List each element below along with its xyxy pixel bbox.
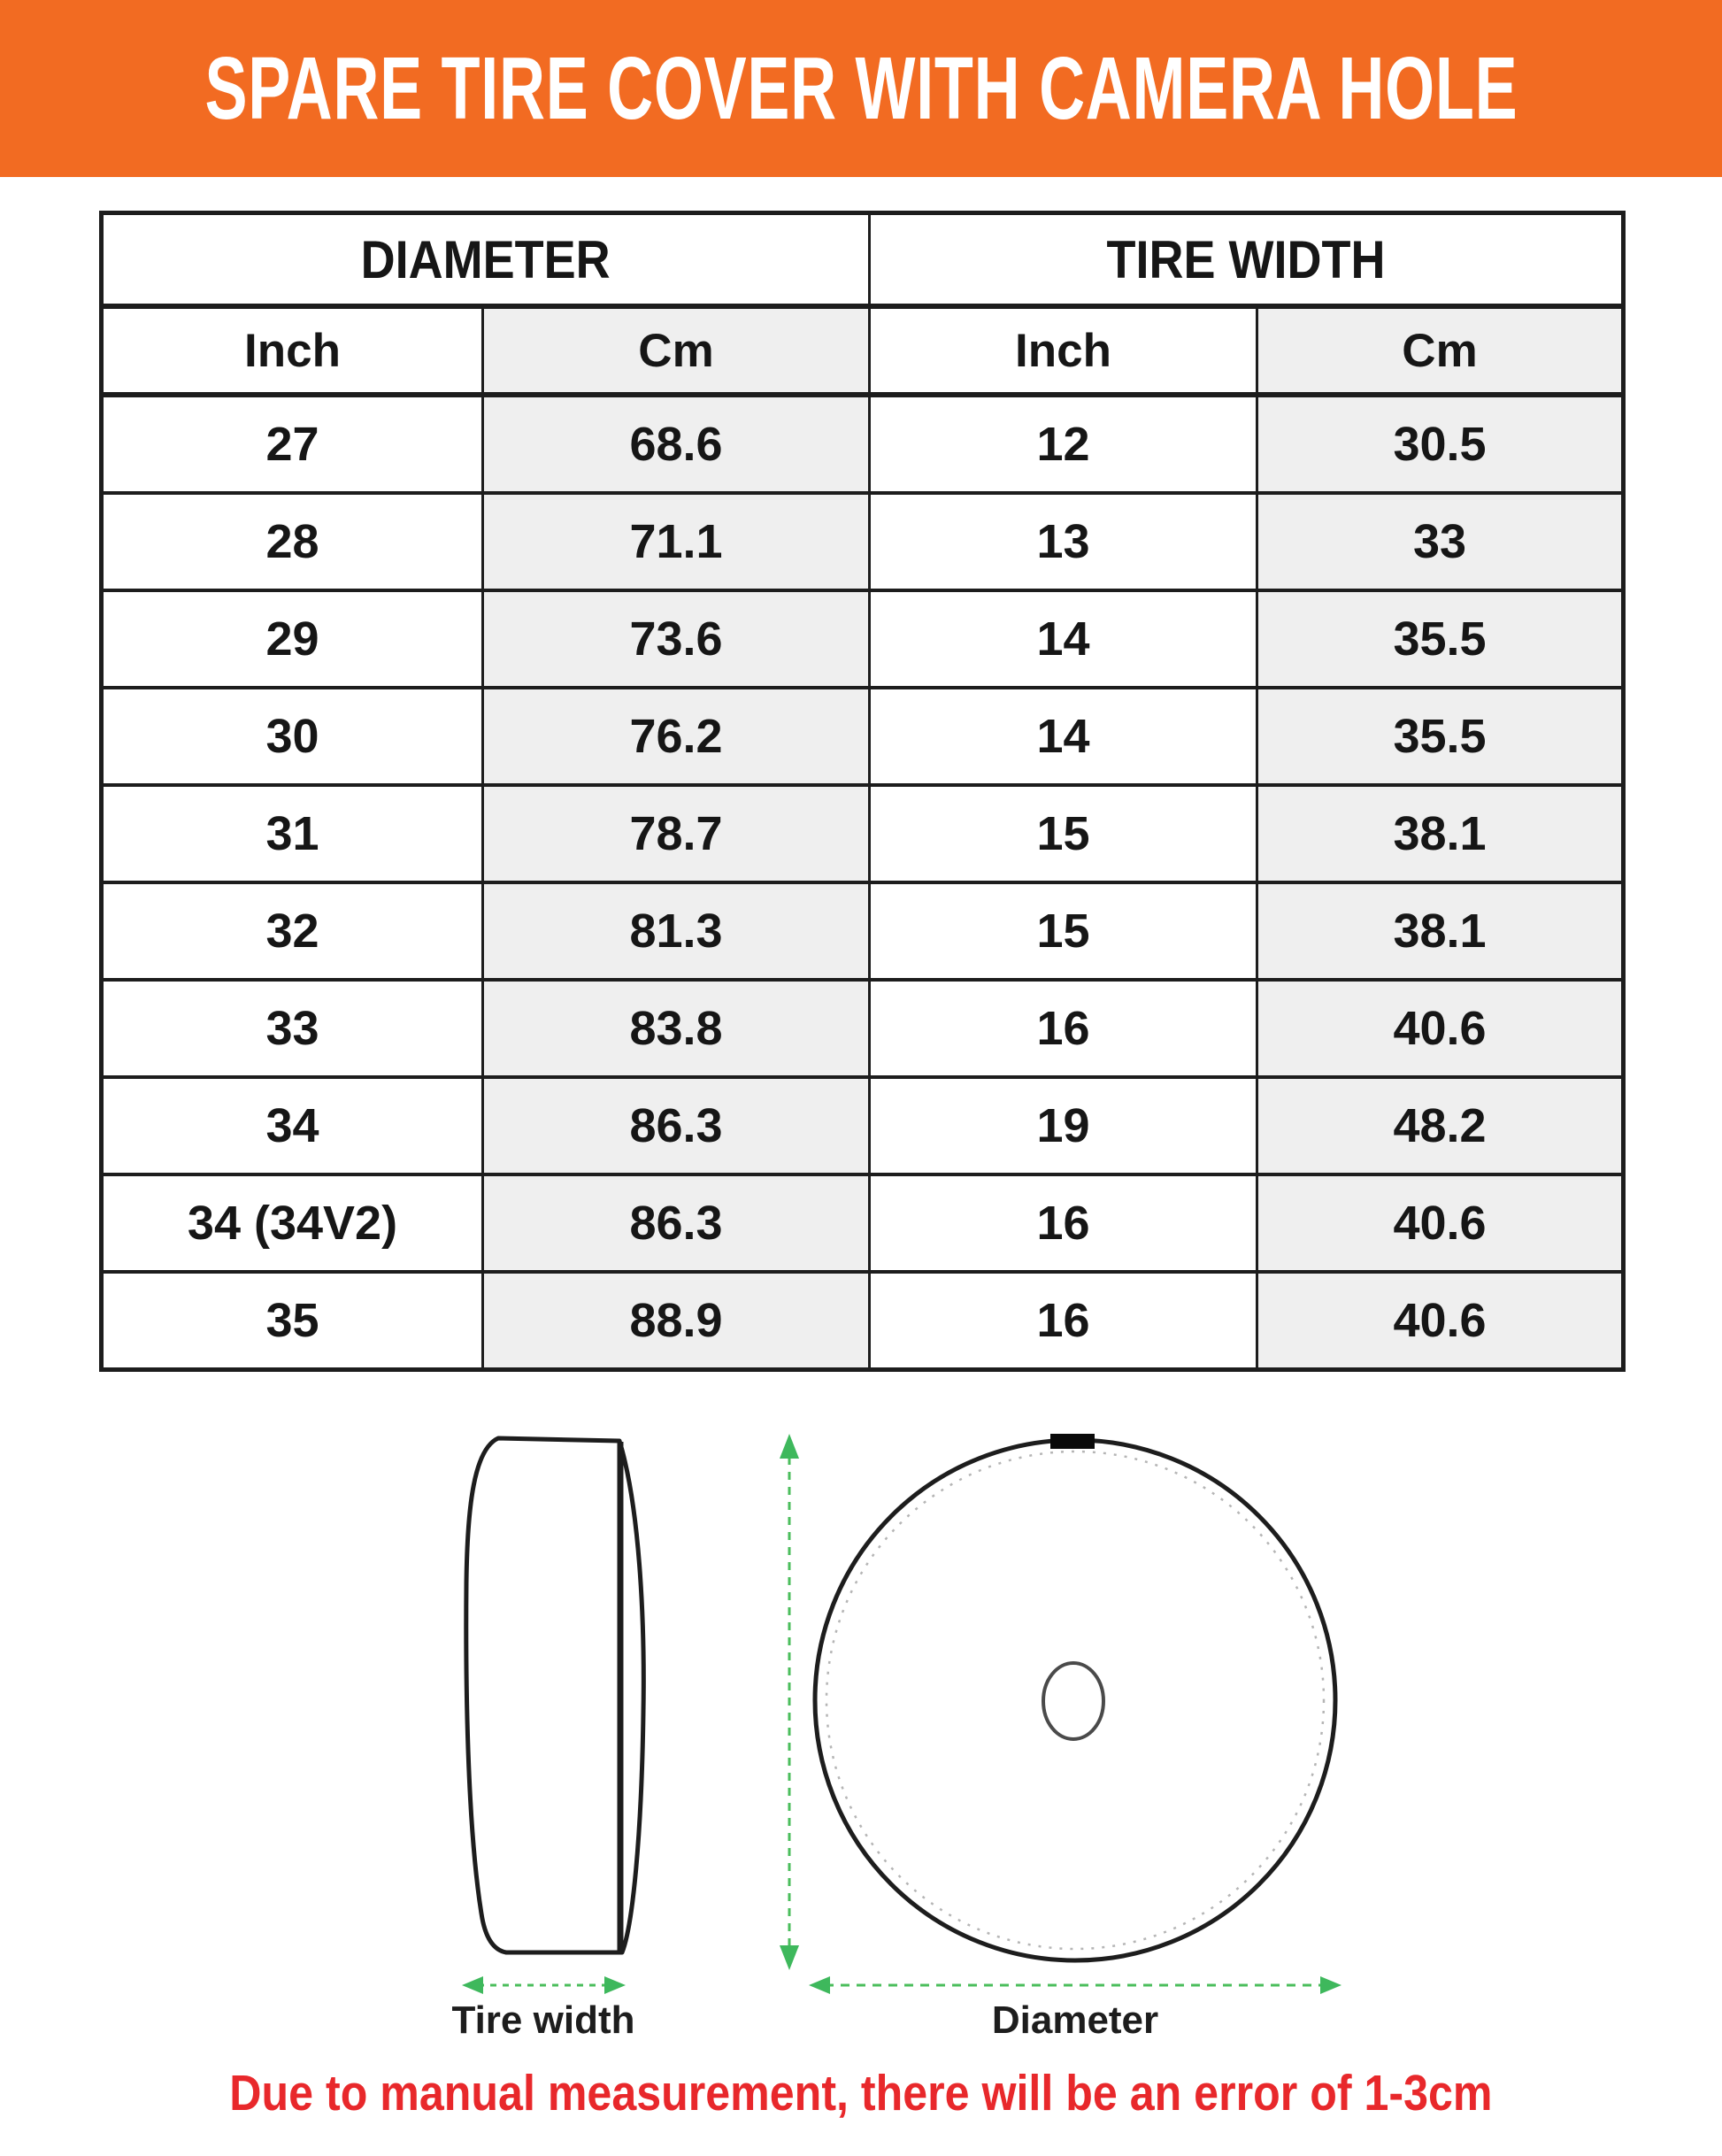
width-cm-value: 35.5 xyxy=(1257,590,1624,688)
table-row xyxy=(102,1174,1624,1272)
table-row xyxy=(102,882,1624,980)
width-inch-value: 16 xyxy=(870,1272,1257,1370)
diameter-inch-value: 30 xyxy=(102,688,483,785)
width-cm-value: 35.5 xyxy=(1257,688,1624,785)
diameter-cm-value: 81.3 xyxy=(483,882,870,980)
diameter-cm-value: 86.3 xyxy=(483,1174,870,1272)
table-row xyxy=(102,395,1624,493)
diameter-cm-value: 88.9 xyxy=(483,1272,870,1370)
diameter-inch-header: Inch xyxy=(102,306,483,395)
width-inch-value: 16 xyxy=(870,1174,1257,1272)
width-inch-value: 12 xyxy=(870,395,1257,493)
diameter-inch-value: 33 xyxy=(102,980,483,1077)
width-cm-value: 33 xyxy=(1257,493,1624,590)
diameter-cm-value: 83.8 xyxy=(483,980,870,1077)
table-row xyxy=(102,590,1624,688)
width-cm-value: 38.1 xyxy=(1257,785,1624,882)
diameter-cm-header: Cm xyxy=(483,306,870,395)
width-cm-value: 40.6 xyxy=(1257,1272,1624,1370)
measurement-disclaimer: Due to manual measurement, there will be an error of 1-3cm xyxy=(229,2065,1493,2121)
diameter-cm-value: 71.1 xyxy=(483,493,870,590)
table-row xyxy=(102,980,1624,1077)
diameter-inch-value: 31 xyxy=(102,785,483,882)
table-row xyxy=(102,1272,1624,1370)
table-row xyxy=(102,688,1624,785)
diameter-cm-value: 78.7 xyxy=(483,785,870,882)
strap-marker xyxy=(1050,1434,1095,1449)
camera-hole xyxy=(1043,1663,1103,1739)
diameter-group-header: DIAMETER xyxy=(102,213,870,307)
diameter-cm-value: 76.2 xyxy=(483,688,870,785)
table-row xyxy=(102,493,1624,590)
tire-width-arrow xyxy=(462,1976,626,1994)
width-inch-value: 14 xyxy=(870,688,1257,785)
tire-diagram xyxy=(0,1398,1722,2036)
diameter-inch-value: 28 xyxy=(102,493,483,590)
width-inch-header: Inch xyxy=(870,306,1257,395)
table-row xyxy=(102,1077,1624,1174)
tire-width-group-header: TIRE WIDTH xyxy=(870,213,1624,307)
tire-side-view xyxy=(466,1438,644,1952)
width-cm-value: 40.6 xyxy=(1257,1174,1624,1272)
diameter-inch-value: 34 (34V2) xyxy=(102,1174,483,1272)
width-inch-value: 15 xyxy=(870,882,1257,980)
group-header-row xyxy=(102,213,1624,307)
width-cm-value: 48.2 xyxy=(1257,1077,1624,1174)
width-inch-value: 16 xyxy=(870,980,1257,1077)
diameter-inch-value: 32 xyxy=(102,882,483,980)
tire-front-view xyxy=(815,1434,1335,1960)
table-row xyxy=(102,785,1624,882)
width-inch-value: 15 xyxy=(870,785,1257,882)
width-inch-value: 19 xyxy=(870,1077,1257,1174)
width-inch-value: 14 xyxy=(870,590,1257,688)
width-cm-value: 38.1 xyxy=(1257,882,1624,980)
width-cm-value: 40.6 xyxy=(1257,980,1624,1077)
diameter-cm-value: 68.6 xyxy=(483,395,870,493)
width-inch-value: 13 xyxy=(870,493,1257,590)
vertical-measure-arrow xyxy=(780,1434,799,1970)
diameter-inch-value: 29 xyxy=(102,590,483,688)
size-table xyxy=(99,211,1626,1372)
diameter-inch-value: 34 xyxy=(102,1077,483,1174)
diameter-inch-value: 35 xyxy=(102,1272,483,1370)
diameter-cm-value: 73.6 xyxy=(483,590,870,688)
width-cm-header: Cm xyxy=(1257,306,1624,395)
diameter-inch-value: 27 xyxy=(102,395,483,493)
diameter-cm-value: 86.3 xyxy=(483,1077,870,1174)
title-banner xyxy=(0,0,1722,177)
tire-width-label: Tire width xyxy=(451,1998,635,2042)
diameter-arrow xyxy=(809,1976,1341,1994)
diameter-label: Diameter xyxy=(991,1998,1159,2042)
unit-header-row xyxy=(102,306,1624,395)
page-title: SPARE TIRE COVER WITH CAMERA HOLE xyxy=(204,38,1518,138)
width-cm-value: 30.5 xyxy=(1257,395,1624,493)
